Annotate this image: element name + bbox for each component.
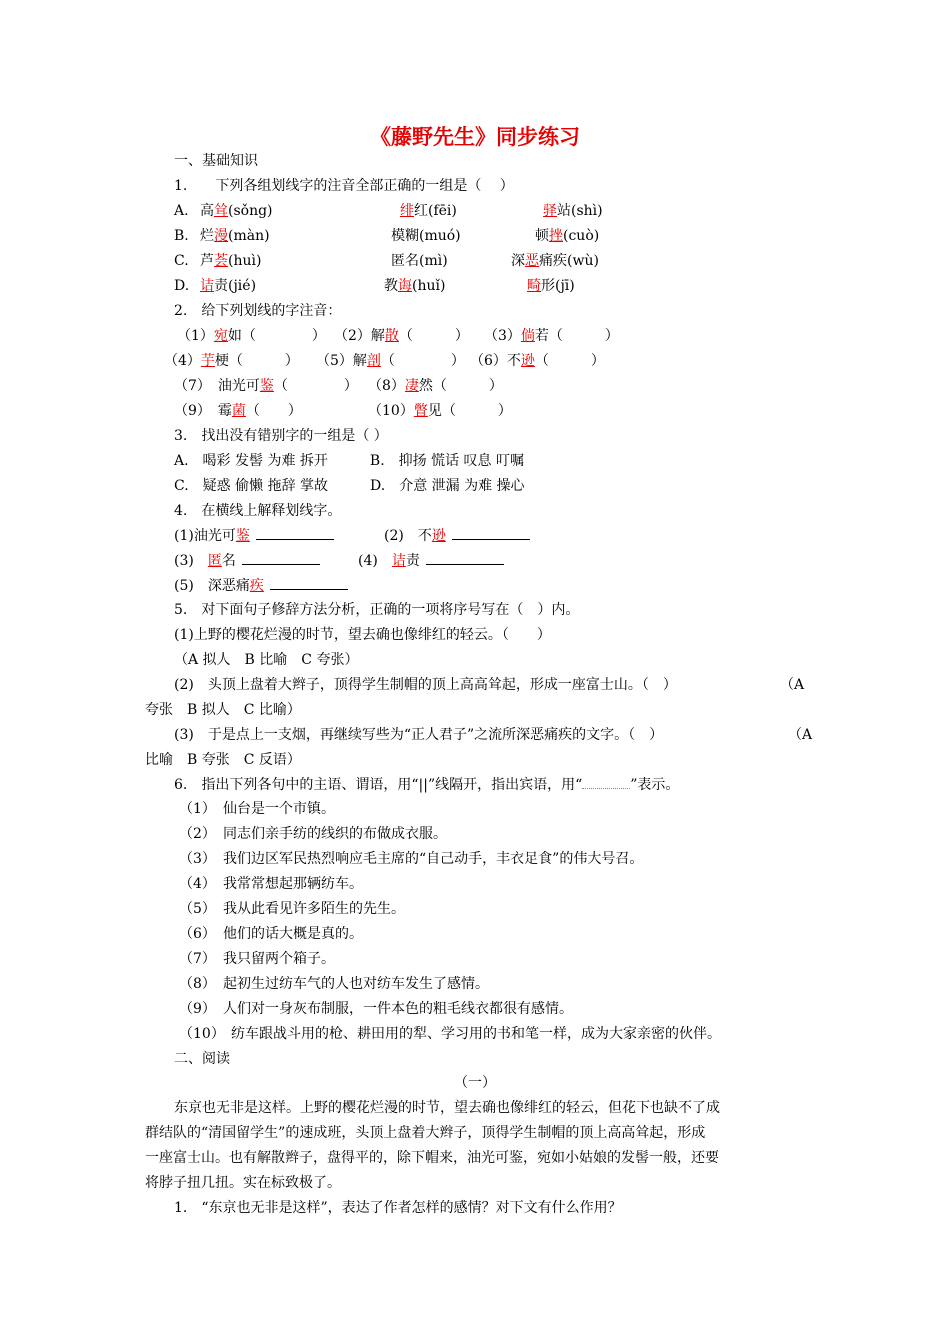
underlined-char: 菌 — [231, 403, 246, 419]
section-heading-basics: 一、基础知识 — [174, 153, 258, 169]
q6-item — [179, 925, 363, 943]
q1-option-b-item2: 模糊(muó) — [391, 228, 461, 244]
item-text: (2) 不 — [384, 528, 432, 544]
q6-item — [179, 900, 405, 918]
item-text: 我常常想起那辆纺车。 — [223, 876, 363, 892]
answer-blank[interactable] — [256, 527, 334, 540]
pinyin: (huǐ) — [412, 278, 446, 294]
q1-option-c-item2: 匿名(mì) — [391, 253, 448, 269]
stem-text: ”表示。 — [630, 777, 680, 793]
pinyin: 站(shì) — [557, 203, 603, 219]
q5-sentence-2: (2) 头顶上盘着大辫子，顶得学生制帽的顶上高高耸起，形成一座富士山。（ ） — [174, 677, 677, 693]
item-text: 如（ ） — [227, 328, 326, 344]
q1-option-d-item1 — [200, 277, 256, 295]
q1-option-c-label: C. — [174, 253, 189, 269]
underlined-char: 挫 — [549, 228, 563, 244]
item-text: 我只留两个箱子。 — [223, 951, 335, 967]
page-title: 《藤野先生》同步练习 — [370, 124, 580, 149]
q6-item — [179, 875, 363, 893]
q2-item-4 — [164, 352, 299, 370]
reading-passage-line-4: 将脖子扭几扭。实在标致极了。 — [145, 1175, 341, 1191]
item-text: 梗（ ） — [214, 353, 299, 369]
item-number: （8） — [368, 378, 405, 394]
q3-options-cd: C. 疑惑 偷懒 拖辞 掌故 D. 介意 泄漏 为难 操心 — [174, 478, 525, 494]
item-number: （6） — [179, 926, 216, 942]
pinyin: (huì) — [228, 253, 262, 269]
underlined-char: 逊 — [520, 353, 535, 369]
underlined-char: 绯 — [400, 203, 414, 219]
item-number: （9） 霉 — [174, 403, 232, 419]
pinyin: 责(jié) — [214, 278, 257, 294]
underlined-char: 凄 — [404, 378, 419, 394]
underlined-char: 倘 — [520, 328, 535, 344]
q2-item-5 — [316, 352, 465, 370]
question-4-stem: 4. 在横线上解释划线字。 — [174, 503, 342, 519]
item-number: （5）解 — [316, 353, 367, 369]
q2-item-9 — [174, 402, 302, 420]
underlined-char: 诲 — [398, 278, 412, 294]
answer-blank[interactable] — [426, 552, 504, 565]
item-text: （ ） — [534, 353, 605, 369]
item-text: (5) 深恶痛 — [174, 578, 250, 594]
item-text: 纺车跟战斗用的枪、耕田用的犁、学习用的书和笔一样，成为大家亲密的伙伴。 — [231, 1026, 721, 1042]
reading-passage-line-2: 群结队的“清国留学生”的速成班，头顶上盘着大辫子，顶得学生制帽的顶上高高耸起，形成 — [145, 1125, 706, 1141]
pinyin: (màn) — [228, 228, 270, 244]
underlined-char: 荟 — [214, 253, 228, 269]
item-text: 见（ ） — [427, 403, 512, 419]
question-1-stem: 1. 下列各组划线字的注音全部正确的一组是（ ） — [174, 178, 514, 194]
underlined-char: 芋 — [200, 353, 215, 369]
item-number: （8） — [179, 976, 216, 992]
pinyin: 痛疾(wù) — [539, 253, 599, 269]
pinyin: 形(jī) — [541, 278, 575, 294]
q5-sentence-1: (1)上野的樱花烂漫的时节，望去确也像绯红的轻云。（ ） — [174, 627, 551, 643]
q2-item-1 — [177, 327, 326, 345]
item-number: （4） — [164, 353, 201, 369]
q4-item-3 — [174, 552, 320, 570]
item-number: （4） — [179, 876, 216, 892]
item-text: 他们的话大概是真的。 — [223, 926, 363, 942]
q6-item — [179, 1025, 721, 1043]
item-number: （7） 油光可 — [174, 378, 260, 394]
item-text: 人们对一身灰布制服，一件本色的粗毛线衣都很有感情。 — [223, 1001, 573, 1017]
item-number: （2） — [179, 826, 216, 842]
wavy-underline-mark — [582, 778, 630, 789]
item-number: （9） — [179, 1001, 216, 1017]
q1-option-b-item3 — [535, 227, 599, 245]
question-6-stem — [174, 776, 679, 794]
item-text: 我们边区军民热烈响应毛主席的“自己动手，丰衣足食”的伟大号召。 — [223, 851, 644, 867]
q4-item-1 — [174, 527, 334, 545]
pinyin: (cuò) — [563, 228, 600, 244]
q2-item-6 — [470, 352, 605, 370]
q1-option-a-label: A. — [174, 203, 189, 219]
underlined-char: 宛 — [213, 328, 228, 344]
item-text: （ ） — [398, 328, 469, 344]
item-text: （ ） — [245, 403, 302, 419]
item-number: （1） — [179, 801, 216, 817]
q1-option-d-label: D. — [174, 278, 190, 294]
option-text: 教 — [384, 278, 398, 294]
underlined-char: 诘 — [391, 553, 406, 569]
q1-option-a-item2 — [400, 202, 457, 220]
answer-blank[interactable] — [242, 552, 320, 565]
q4-item-5 — [174, 577, 348, 595]
underlined-char: 恶 — [525, 253, 539, 269]
item-number: （3） — [484, 328, 521, 344]
q6-item — [179, 800, 335, 818]
item-number: （2）解 — [334, 328, 385, 344]
q5-sentence-1-options: （A 拟人 B 比喻 C 夸张） — [174, 652, 359, 668]
q2-item-2 — [334, 327, 469, 345]
item-text: 仙台是一个市镇。 — [223, 801, 335, 817]
item-number: （1） — [177, 328, 214, 344]
underlined-char: 瞥 — [413, 403, 428, 419]
q5-sentence-3-tail: （A — [788, 727, 813, 743]
answer-blank[interactable] — [270, 577, 348, 590]
reading-passage-line-3: 一座富士山。也有解散辫子，盘得平的，除下帽来，油光可鉴，宛如小姑娘的发髻一般，还要 — [145, 1150, 719, 1166]
q1-option-b-label: B. — [174, 228, 189, 244]
underlined-char: 疾 — [249, 578, 264, 594]
underlined-char: 匿 — [207, 553, 222, 569]
pinyin: 红(fēi) — [414, 203, 457, 219]
underlined-char: 畸 — [527, 278, 541, 294]
q2-item-10 — [368, 402, 512, 420]
q1-option-b-item1 — [200, 227, 270, 245]
item-number: （6）不 — [470, 353, 521, 369]
q2-item-8 — [368, 377, 503, 395]
item-text: 然（ ） — [418, 378, 503, 394]
underlined-char: 漫 — [214, 228, 228, 244]
item-text: (1)油光可 — [174, 528, 236, 544]
item-text: 若（ ） — [534, 328, 619, 344]
q1-option-c-item3 — [511, 252, 599, 270]
q3-options-ab: A. 喝彩 发髻 为难 拆开 B. 抑扬 慌话 叹息 叮嘱 — [174, 453, 524, 469]
item-text: 同志们亲手纺的线织的布做成衣服。 — [223, 826, 447, 842]
q6-item — [179, 850, 643, 868]
reading-question-1: 1. “东京也无非是这样”，表达了作者怎样的感情？对下文有什么作用？ — [174, 1200, 622, 1216]
q6-item — [179, 1000, 573, 1018]
underlined-char: 剖 — [366, 353, 381, 369]
answer-blank[interactable] — [452, 527, 530, 540]
item-text: （ ） — [273, 378, 358, 394]
item-text: 责 — [405, 553, 420, 569]
item-text: (4) — [358, 553, 392, 569]
q5-sentence-2-options: 夸张 B 拟人 C 比喻） — [145, 702, 301, 718]
q6-item — [179, 950, 335, 968]
item-number: （5） — [179, 901, 216, 917]
underlined-char: 逊 — [431, 528, 446, 544]
option-text: 深 — [511, 253, 525, 269]
q2-item-3 — [484, 327, 619, 345]
q5-sentence-2-tail: （A — [780, 677, 805, 693]
pinyin: (sǒng) — [228, 203, 273, 219]
question-5-stem: 5. 对下面句子修辞方法分析，正确的一项将序号写在（ ）内。 — [174, 602, 580, 618]
section-heading-reading: 二、阅读 — [174, 1051, 230, 1067]
q1-option-d-item2 — [384, 277, 445, 295]
stem-text: 6. 指出下列各句中的主语、谓语，用“||”线隔开，指出宾语，用“ — [174, 777, 583, 793]
underlined-char: 耸 — [214, 203, 228, 219]
item-text: 我从此看见许多陌生的先生。 — [223, 901, 405, 917]
option-text: 烂 — [200, 228, 214, 244]
underlined-char: 散 — [384, 328, 399, 344]
option-text: 顿 — [535, 228, 549, 244]
q1-option-a-item1 — [200, 202, 273, 220]
q6-item — [179, 825, 447, 843]
q5-sentence-3-options: 比喻 B 夸张 C 反语） — [145, 752, 301, 768]
reading-passage-line-1: 东京也无非是这样。上野的樱花烂漫的时节，望去确也像绯红的轻云，但花下也缺不了成 — [174, 1100, 720, 1116]
item-text: 起初生过纺车气的人也对纺车发生了感情。 — [223, 976, 489, 992]
underlined-char: 驿 — [543, 203, 557, 219]
item-number: （7） — [179, 951, 216, 967]
q4-item-4 — [358, 552, 504, 570]
q4-item-2 — [384, 527, 530, 545]
q1-option-a-item3 — [543, 202, 603, 220]
underlined-char: 鉴 — [235, 528, 250, 544]
item-text: 名 — [221, 553, 236, 569]
q1-option-d-item3 — [527, 277, 575, 295]
q2-item-7 — [174, 377, 358, 395]
item-text: (3) — [174, 553, 208, 569]
item-number: （3） — [179, 851, 216, 867]
q6-item — [179, 975, 489, 993]
item-text: （ ） — [380, 353, 465, 369]
underlined-char: 诘 — [200, 278, 214, 294]
item-number: （10） — [179, 1026, 225, 1042]
item-number: （10） — [368, 403, 414, 419]
reading-part-label: （一） — [454, 1075, 496, 1091]
option-text: 高 — [200, 203, 214, 219]
underlined-char: 鉴 — [259, 378, 274, 394]
question-2-stem: 2. 给下列划线的字注音： — [174, 303, 342, 319]
question-3-stem: 3. 找出没有错别字的一组是（ ） — [174, 428, 388, 444]
q5-sentence-3: (3) 于是点上一支烟，再继续写些为“正人君子”之流所深恶痛疾的文字。（ ） — [174, 727, 664, 743]
q1-option-c-item1 — [200, 252, 261, 270]
option-text: 芦 — [200, 253, 214, 269]
